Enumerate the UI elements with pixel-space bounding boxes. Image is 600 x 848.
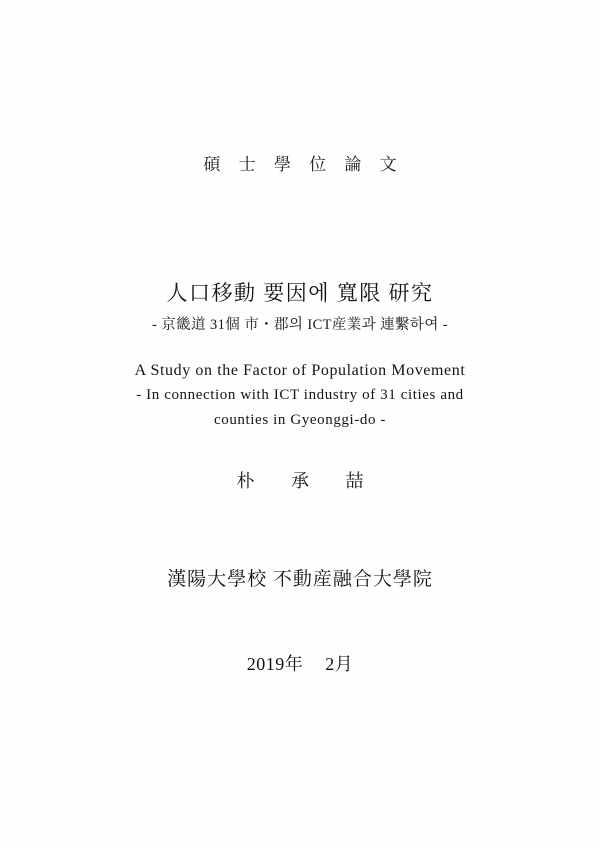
publication-year: 2019年 (246, 654, 304, 674)
author-name: 朴 承 喆 (236, 471, 380, 491)
english-title-line-1: A Study on the Factor of Population Movement (134, 362, 466, 379)
english-title-line-2: - In connection with ICT industry of 31 cities and (136, 387, 464, 403)
english-title-block (0, 358, 600, 433)
publication-month: 2月 (325, 654, 354, 674)
publication-date (0, 650, 600, 676)
university-name: 漢陽大學校 不動産融合大學院 (167, 569, 433, 590)
korean-subtitle: - 京畿道 31個 市・郡의 ICT産業과 連繫하여 - (152, 317, 448, 333)
degree-type-line: 碩 士 學 位 論 文 (203, 155, 404, 174)
english-title-line-3: counties in Gyeonggi-do - (213, 412, 387, 428)
korean-title: 人口移動 要因에 寬限 研究 (166, 281, 434, 305)
